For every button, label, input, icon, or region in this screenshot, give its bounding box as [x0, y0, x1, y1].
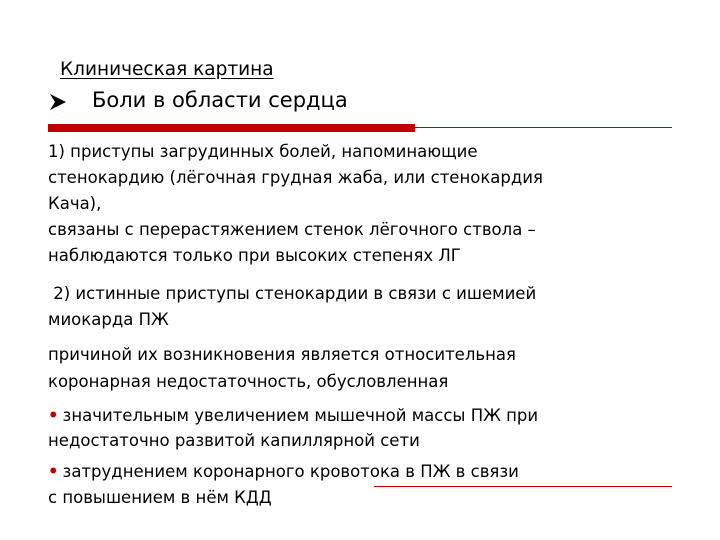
- body-line: миокарда ПЖ: [48, 310, 169, 329]
- body-line: 2) истинные приступы стенокардии в связи с ишемией: [48, 284, 537, 303]
- body-line: с повышением в нём КДД: [48, 488, 272, 507]
- accent-rule-thin: [415, 127, 672, 128]
- bullet-dot-icon: •: [48, 462, 59, 481]
- body-line: связаны с перерастяжением стенок лёгочного ствола –: [48, 220, 536, 239]
- body-line: Кача),: [48, 194, 102, 213]
- accent-rule-thick: [48, 124, 415, 132]
- bullet-item: [48, 462, 519, 481]
- body-line: коронарная недостаточность, обусловленная: [48, 372, 449, 391]
- bullet-text: затруднением коронарного кровотока в ПЖ в связи: [62, 462, 519, 481]
- body-line: 1) приступы загрудинных болей, напоминающие: [48, 142, 478, 161]
- bullet-dot-icon: •: [48, 406, 59, 425]
- bullet-item: [48, 406, 538, 425]
- body-line: недостаточно развитой капиллярной сети: [48, 431, 420, 450]
- slide-subtitle: Клиническая картина: [60, 59, 274, 80]
- slide-heading: Боли в области сердца: [92, 88, 348, 112]
- body-line: стенокардию (лёгочная грудная жаба, или стенокардия: [48, 168, 543, 187]
- body-line: наблюдаются только при высоких степенях ЛГ: [48, 246, 461, 265]
- arrow-bullet-icon: [48, 93, 68, 111]
- body-line: причиной их возникновения является относительная: [48, 345, 516, 364]
- bullet-text: значительным увеличением мышечной массы ПЖ при: [62, 406, 539, 425]
- accent-rule-bottom: [374, 486, 672, 487]
